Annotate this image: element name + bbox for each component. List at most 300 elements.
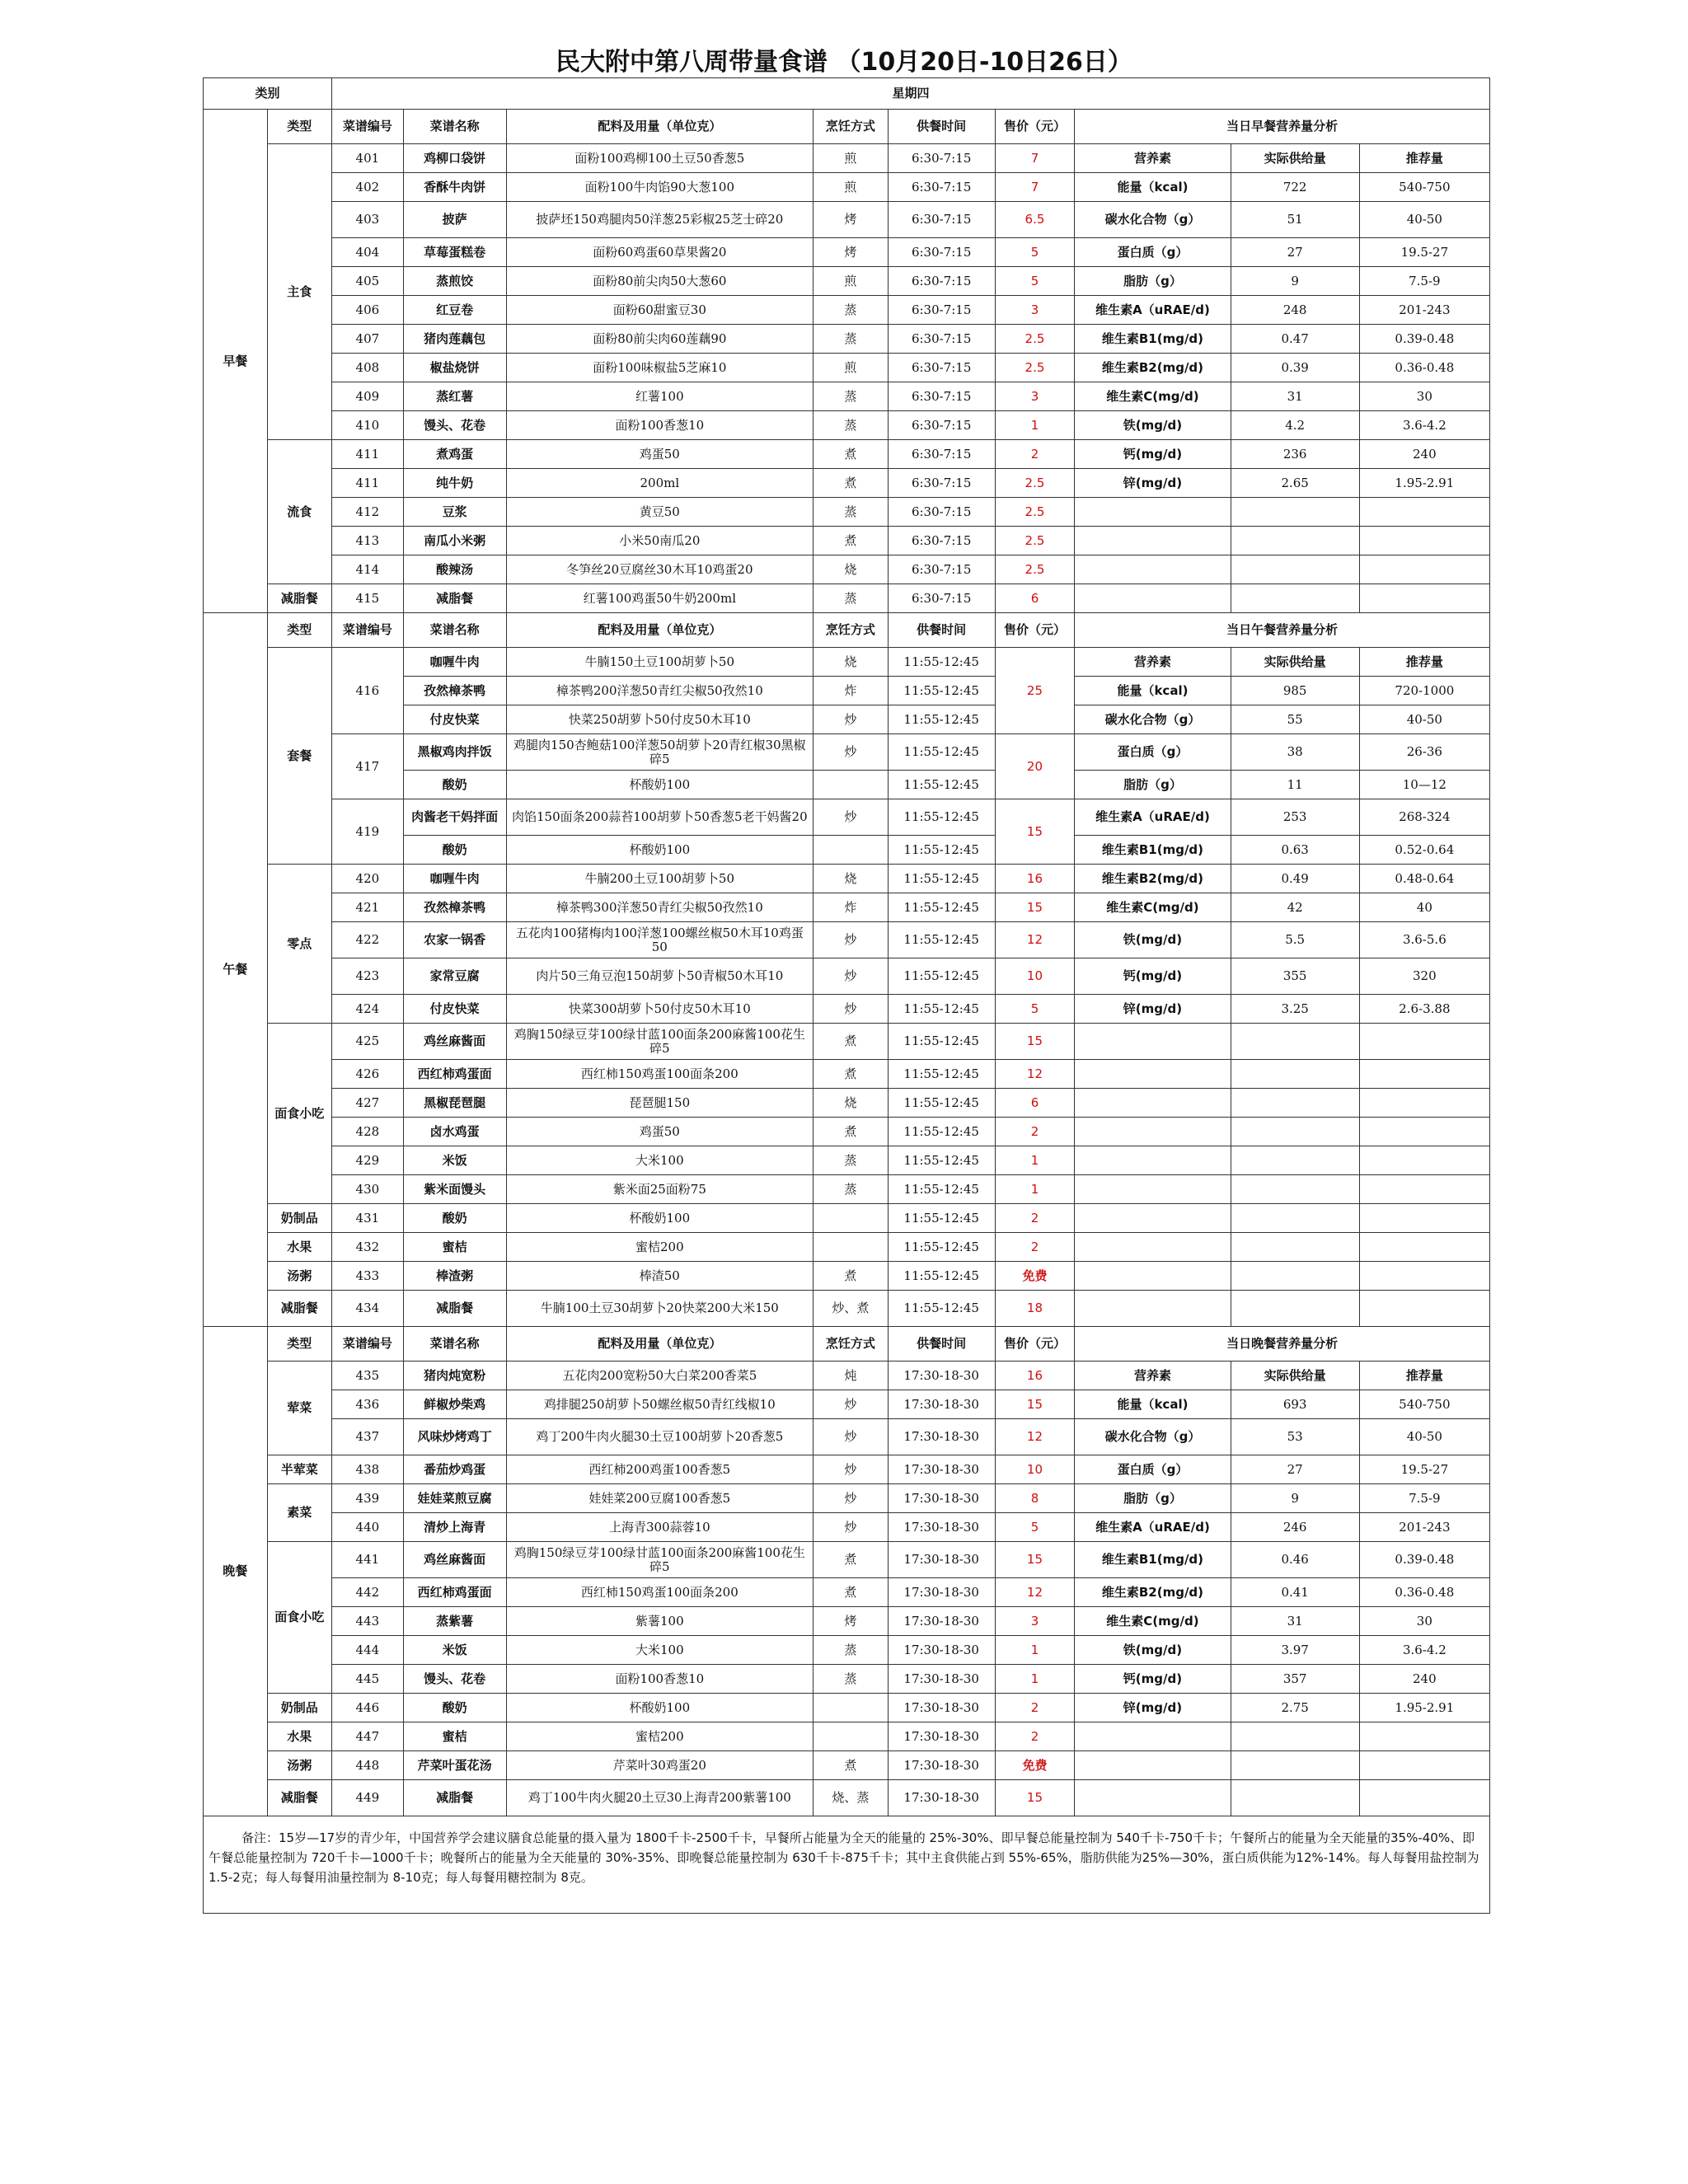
dish-row bbox=[204, 555, 1490, 584]
cooking-method: 炒 bbox=[814, 1390, 889, 1419]
nutrient-actual: 0.63 bbox=[1231, 836, 1359, 865]
dish-code: 407 bbox=[332, 325, 404, 354]
dish-ingredients: 大米100 bbox=[506, 1146, 814, 1175]
dish-name: 孜然樟茶鸭 bbox=[403, 677, 506, 705]
dish-name: 蒸红薯 bbox=[403, 382, 506, 411]
price: 2.5 bbox=[995, 354, 1075, 382]
cooking-method: 烧 bbox=[814, 648, 889, 677]
price: 免费 bbox=[995, 1751, 1075, 1780]
dish-name: 蜜桔 bbox=[403, 1722, 506, 1751]
dish-code: 410 bbox=[332, 411, 404, 440]
dish-code: 401 bbox=[332, 144, 404, 173]
price: 1 bbox=[995, 411, 1075, 440]
nutrient-actual: 985 bbox=[1231, 677, 1359, 705]
empty-cell bbox=[1231, 1175, 1359, 1204]
cooking-method: 炒 bbox=[814, 1513, 889, 1542]
price: 5 bbox=[995, 238, 1075, 267]
nutrient-actual: 51 bbox=[1231, 202, 1359, 238]
empty-cell bbox=[1231, 527, 1359, 555]
dish-row bbox=[204, 995, 1490, 1024]
dish-ingredients: 面粉60甜蜜豆30 bbox=[506, 296, 814, 325]
dish-row bbox=[204, 173, 1490, 202]
nutrient-actual: 722 bbox=[1231, 173, 1359, 202]
cooking-method: 炒 bbox=[814, 705, 889, 734]
dish-name: 酸奶 bbox=[403, 836, 506, 865]
dish-row bbox=[204, 1455, 1490, 1484]
nutrient-name: 蛋白质（g） bbox=[1075, 1455, 1231, 1484]
cooking-method: 炒 bbox=[814, 958, 889, 995]
dish-name: 娃娃菜煎豆腐 bbox=[403, 1484, 506, 1513]
serving-time: 6:30-7:15 bbox=[888, 173, 995, 202]
price: 6 bbox=[995, 584, 1075, 613]
dish-ingredients: 鸡胸150绿豆芽100绿甘蓝100面条200麻酱100花生碎5 bbox=[506, 1024, 814, 1060]
dish-name: 付皮快菜 bbox=[403, 705, 506, 734]
serving-time: 6:30-7:15 bbox=[888, 202, 995, 238]
dish-code: 436 bbox=[332, 1390, 404, 1419]
nutrient-name: 脂肪（g） bbox=[1075, 267, 1231, 296]
dish-name: 黑椒琵琶腿 bbox=[403, 1089, 506, 1118]
dish-code: 444 bbox=[332, 1636, 404, 1665]
dish-name: 煮鸡蛋 bbox=[403, 440, 506, 469]
serving-time: 11:55-12:45 bbox=[888, 893, 995, 922]
nutrient-actual: 53 bbox=[1231, 1419, 1359, 1455]
dish-name: 草莓蛋糕卷 bbox=[403, 238, 506, 267]
dish-name: 农家一锅香 bbox=[403, 922, 506, 958]
serving-time: 17:30-18-30 bbox=[888, 1636, 995, 1665]
serving-time: 11:55-12:45 bbox=[888, 1233, 995, 1262]
price: 15 bbox=[995, 1024, 1075, 1060]
nutrient-recommended: 1.95-2.91 bbox=[1359, 1694, 1489, 1722]
dish-ingredients: 黄豆50 bbox=[506, 498, 814, 527]
dish-code: 411 bbox=[332, 440, 404, 469]
dish-ingredients: 肉馅150面条200蒜苔100胡萝卜50香葱5老干妈酱20 bbox=[506, 799, 814, 836]
dish-name: 清炒上海青 bbox=[403, 1513, 506, 1542]
dish-code: 428 bbox=[332, 1118, 404, 1146]
serving-time: 17:30-18-30 bbox=[888, 1665, 995, 1694]
price: 5 bbox=[995, 267, 1075, 296]
nutrient-actual: 0.41 bbox=[1231, 1578, 1359, 1607]
actual-col-header: 实际供给量 bbox=[1231, 144, 1359, 173]
nutrient-actual: 55 bbox=[1231, 705, 1359, 734]
dish-name: 豆浆 bbox=[403, 498, 506, 527]
dish-code: 448 bbox=[332, 1751, 404, 1780]
dish-row bbox=[204, 144, 1490, 173]
empty-cell bbox=[1359, 1060, 1489, 1089]
price: 免费 bbox=[995, 1262, 1075, 1291]
serving-time: 11:55-12:45 bbox=[888, 677, 995, 705]
section-header-row bbox=[204, 110, 1490, 144]
dish-code: 445 bbox=[332, 1665, 404, 1694]
cooking-method: 炒 bbox=[814, 799, 889, 836]
group-type: 奶制品 bbox=[267, 1694, 332, 1722]
empty-cell bbox=[1075, 1291, 1231, 1327]
nutrient-recommended: 3.6-4.2 bbox=[1359, 1636, 1489, 1665]
cooking-method: 炒 bbox=[814, 922, 889, 958]
dish-row bbox=[204, 1089, 1490, 1118]
price: 2.5 bbox=[995, 469, 1075, 498]
dish-row bbox=[204, 354, 1490, 382]
empty-cell bbox=[1231, 498, 1359, 527]
dish-ingredients: 棒渣50 bbox=[506, 1262, 814, 1291]
dish-ingredients: 牛腩150土豆100胡萝卜50 bbox=[506, 648, 814, 677]
price: 2.5 bbox=[995, 325, 1075, 354]
nutrient-name: 维生素A（uRAE/d) bbox=[1075, 296, 1231, 325]
nutrient-recommended: 7.5-9 bbox=[1359, 267, 1489, 296]
nutrient-recommended: 268-324 bbox=[1359, 799, 1489, 836]
dish-name: 减脂餐 bbox=[403, 1780, 506, 1816]
dish-name: 西红柿鸡蛋面 bbox=[403, 1060, 506, 1089]
cooking-method: 烤 bbox=[814, 238, 889, 267]
cooking-method bbox=[814, 1722, 889, 1751]
dish-ingredients: 面粉60鸡蛋60草果酱20 bbox=[506, 238, 814, 267]
price: 15 bbox=[995, 1542, 1075, 1578]
empty-cell bbox=[1231, 1291, 1359, 1327]
dish-ingredients: 快菜250胡萝卜50付皮50木耳10 bbox=[506, 705, 814, 734]
price: 2.5 bbox=[995, 555, 1075, 584]
nutrient-name: 维生素C(mg/d) bbox=[1075, 1607, 1231, 1636]
dish-name: 鸡丝麻酱面 bbox=[403, 1024, 506, 1060]
serving-time: 11:55-12:45 bbox=[888, 958, 995, 995]
dish-row bbox=[204, 1419, 1490, 1455]
menu-table bbox=[203, 77, 1490, 1816]
dish-row bbox=[204, 1262, 1490, 1291]
nutrient-actual: 248 bbox=[1231, 296, 1359, 325]
cooking-method: 煮 bbox=[814, 1060, 889, 1089]
price: 5 bbox=[995, 1513, 1075, 1542]
serving-time: 6:30-7:15 bbox=[888, 498, 995, 527]
cooking-method: 烤 bbox=[814, 1607, 889, 1636]
dish-row bbox=[204, 527, 1490, 555]
empty-cell bbox=[1075, 1146, 1231, 1175]
dish-ingredients: 紫米面25面粉75 bbox=[506, 1175, 814, 1204]
cooking-method: 煎 bbox=[814, 173, 889, 202]
dish-row bbox=[204, 922, 1490, 958]
dish-ingredients: 牛腩200土豆100胡萝卜50 bbox=[506, 865, 814, 893]
cooking-method bbox=[814, 771, 889, 799]
serving-time: 11:55-12:45 bbox=[888, 734, 995, 771]
nutrient-recommended: 40-50 bbox=[1359, 705, 1489, 734]
empty-cell bbox=[1231, 1146, 1359, 1175]
serving-time: 11:55-12:45 bbox=[888, 771, 995, 799]
empty-cell bbox=[1359, 1204, 1489, 1233]
dish-name: 风味炒烤鸡丁 bbox=[403, 1419, 506, 1455]
dish-code: 420 bbox=[332, 865, 404, 893]
serving-time: 17:30-18-30 bbox=[888, 1419, 995, 1455]
nutrient-name: 维生素A（uRAE/d) bbox=[1075, 799, 1231, 836]
cooking-method bbox=[814, 1204, 889, 1233]
price: 3 bbox=[995, 1607, 1075, 1636]
empty-cell bbox=[1359, 1118, 1489, 1146]
group-type: 奶制品 bbox=[267, 1204, 332, 1233]
cooking-method: 蒸 bbox=[814, 382, 889, 411]
dish-row bbox=[204, 584, 1490, 613]
nutrient-recommended: 0.36-0.48 bbox=[1359, 354, 1489, 382]
dish-name: 蒸紫薯 bbox=[403, 1607, 506, 1636]
dish-row bbox=[204, 1751, 1490, 1780]
price: 2 bbox=[995, 440, 1075, 469]
nutrient-recommended: 40 bbox=[1359, 893, 1489, 922]
nutrient-recommended: 19.5-27 bbox=[1359, 1455, 1489, 1484]
nutrient-actual: 2.75 bbox=[1231, 1694, 1359, 1722]
empty-cell bbox=[1231, 584, 1359, 613]
price: 2 bbox=[995, 1233, 1075, 1262]
serving-time: 17:30-18-30 bbox=[888, 1607, 995, 1636]
dish-name: 家常豆腐 bbox=[403, 958, 506, 995]
group-type: 零点 bbox=[267, 865, 332, 1024]
serving-time: 11:55-12:45 bbox=[888, 865, 995, 893]
dish-ingredients: 五花肉200宽粉50大白菜200香菜5 bbox=[506, 1361, 814, 1390]
dish-code: 442 bbox=[332, 1578, 404, 1607]
cooking-method: 煮 bbox=[814, 1024, 889, 1060]
serving-time: 11:55-12:45 bbox=[888, 1024, 995, 1060]
dish-row bbox=[204, 1694, 1490, 1722]
dish-code: 408 bbox=[332, 354, 404, 382]
dish-name: 馒头、花卷 bbox=[403, 411, 506, 440]
dish-code: 431 bbox=[332, 1204, 404, 1233]
serving-time: 17:30-18-30 bbox=[888, 1513, 995, 1542]
cooking-method: 煮 bbox=[814, 1751, 889, 1780]
cooking-method: 炸 bbox=[814, 677, 889, 705]
price: 2 bbox=[995, 1204, 1075, 1233]
nutrient-recommended: 1.95-2.91 bbox=[1359, 469, 1489, 498]
nutrient-actual: 42 bbox=[1231, 893, 1359, 922]
price: 6 bbox=[995, 1089, 1075, 1118]
dish-code: 416 bbox=[332, 648, 404, 734]
group-type: 水果 bbox=[267, 1233, 332, 1262]
dish-code: 429 bbox=[332, 1146, 404, 1175]
cooking-method: 烧 bbox=[814, 555, 889, 584]
nutrient-actual: 31 bbox=[1231, 382, 1359, 411]
nutrient-actual: 0.47 bbox=[1231, 325, 1359, 354]
day-header: 星期四 bbox=[332, 78, 1490, 110]
empty-cell bbox=[1231, 1089, 1359, 1118]
cooking-method: 蒸 bbox=[814, 1636, 889, 1665]
dish-row bbox=[204, 1542, 1490, 1578]
price: 2 bbox=[995, 1722, 1075, 1751]
price: 3 bbox=[995, 296, 1075, 325]
cooking-method: 炒 bbox=[814, 734, 889, 771]
cooking-method: 蒸 bbox=[814, 1175, 889, 1204]
cooking-method: 炒 bbox=[814, 1484, 889, 1513]
price: 3 bbox=[995, 382, 1075, 411]
nutrient-actual: 5.5 bbox=[1231, 922, 1359, 958]
dish-ingredients: 肉片50三角豆泡150胡萝卜50青椒50木耳10 bbox=[506, 958, 814, 995]
col-header-type: 类型 bbox=[267, 1327, 332, 1361]
dish-ingredients: 五花肉100猪梅肉100洋葱100螺丝椒50木耳10鸡蛋50 bbox=[506, 922, 814, 958]
dish-code: 430 bbox=[332, 1175, 404, 1204]
dish-name: 酸奶 bbox=[403, 771, 506, 799]
dish-row bbox=[204, 325, 1490, 354]
cooking-method: 蒸 bbox=[814, 1665, 889, 1694]
serving-time: 17:30-18-30 bbox=[888, 1780, 995, 1816]
price: 2 bbox=[995, 1694, 1075, 1722]
nutrient-recommended: 30 bbox=[1359, 1607, 1489, 1636]
nutrient-actual: 2.65 bbox=[1231, 469, 1359, 498]
cooking-method: 蒸 bbox=[814, 498, 889, 527]
dish-ingredients: 大米100 bbox=[506, 1636, 814, 1665]
group-type: 汤粥 bbox=[267, 1751, 332, 1780]
nutrient-recommended: 0.48-0.64 bbox=[1359, 865, 1489, 893]
dish-ingredients: 紫薯100 bbox=[506, 1607, 814, 1636]
price: 18 bbox=[995, 1291, 1075, 1327]
dish-name: 酸奶 bbox=[403, 1204, 506, 1233]
serving-time: 11:55-12:45 bbox=[888, 922, 995, 958]
dish-code: 438 bbox=[332, 1455, 404, 1484]
empty-cell bbox=[1231, 1024, 1359, 1060]
col-header-method: 烹饪方式 bbox=[814, 613, 889, 648]
dish-name: 棒渣粥 bbox=[403, 1262, 506, 1291]
dish-row bbox=[204, 648, 1490, 677]
serving-time: 6:30-7:15 bbox=[888, 469, 995, 498]
dish-code: 404 bbox=[332, 238, 404, 267]
nutrient-name: 维生素B2(mg/d) bbox=[1075, 354, 1231, 382]
serving-time: 11:55-12:45 bbox=[888, 1118, 995, 1146]
cooking-method: 烤 bbox=[814, 202, 889, 238]
dish-ingredients: 樟茶鸭300洋葱50青红尖椒50孜然10 bbox=[506, 893, 814, 922]
empty-cell bbox=[1075, 1751, 1231, 1780]
nutrient-name: 维生素B2(mg/d) bbox=[1075, 865, 1231, 893]
col-header-time: 供餐时间 bbox=[888, 110, 995, 144]
dish-row bbox=[204, 1722, 1490, 1751]
group-type: 主食 bbox=[267, 144, 332, 440]
nutrient-actual: 11 bbox=[1231, 771, 1359, 799]
cooking-method: 炒、煮 bbox=[814, 1291, 889, 1327]
group-type: 减脂餐 bbox=[267, 1291, 332, 1327]
nutrient-recommended: 240 bbox=[1359, 1665, 1489, 1694]
empty-cell bbox=[1075, 498, 1231, 527]
col-header-name: 菜谱名称 bbox=[403, 613, 506, 648]
price: 12 bbox=[995, 1419, 1075, 1455]
empty-cell bbox=[1359, 1780, 1489, 1816]
dish-code: 415 bbox=[332, 584, 404, 613]
dish-name: 红豆卷 bbox=[403, 296, 506, 325]
serving-time: 17:30-18-30 bbox=[888, 1751, 995, 1780]
nutrient-actual: 246 bbox=[1231, 1513, 1359, 1542]
dish-row bbox=[204, 865, 1490, 893]
cooking-method: 煎 bbox=[814, 267, 889, 296]
dish-row bbox=[204, 1060, 1490, 1089]
serving-time: 6:30-7:15 bbox=[888, 144, 995, 173]
nutrient-name: 维生素B2(mg/d) bbox=[1075, 1578, 1231, 1607]
price: 6.5 bbox=[995, 202, 1075, 238]
dish-ingredients: 杯酸奶100 bbox=[506, 771, 814, 799]
group-type: 减脂餐 bbox=[267, 584, 332, 613]
dish-row bbox=[204, 1118, 1490, 1146]
dish-ingredients: 面粉100香葱10 bbox=[506, 1665, 814, 1694]
nutrient-name: 维生素C(mg/d) bbox=[1075, 382, 1231, 411]
dish-code: 403 bbox=[332, 202, 404, 238]
price: 2 bbox=[995, 1118, 1075, 1146]
cooking-method bbox=[814, 836, 889, 865]
empty-cell bbox=[1231, 1204, 1359, 1233]
empty-cell bbox=[1359, 555, 1489, 584]
dish-code: 439 bbox=[332, 1484, 404, 1513]
serving-time: 6:30-7:15 bbox=[888, 527, 995, 555]
empty-cell bbox=[1075, 1060, 1231, 1089]
empty-cell bbox=[1359, 1233, 1489, 1262]
dish-ingredients: 鸡蛋50 bbox=[506, 440, 814, 469]
dish-row bbox=[204, 382, 1490, 411]
dish-row bbox=[204, 1636, 1490, 1665]
price: 1 bbox=[995, 1175, 1075, 1204]
col-header-code: 菜谱编号 bbox=[332, 110, 404, 144]
group-type: 素菜 bbox=[267, 1484, 332, 1542]
group-type: 套餐 bbox=[267, 648, 332, 865]
dish-ingredients: 上海青300蒜蓉10 bbox=[506, 1513, 814, 1542]
meal-label: 晚餐 bbox=[204, 1327, 268, 1816]
dish-ingredients: 披萨坯150鸡腿肉50洋葱25彩椒25芝士碎20 bbox=[506, 202, 814, 238]
serving-time: 11:55-12:45 bbox=[888, 995, 995, 1024]
dish-name: 猪肉莲藕包 bbox=[403, 325, 506, 354]
dish-ingredients: 西红柿150鸡蛋100面条200 bbox=[506, 1060, 814, 1089]
dish-ingredients: 杯酸奶100 bbox=[506, 836, 814, 865]
nutrient-recommended: 0.39-0.48 bbox=[1359, 1542, 1489, 1578]
dish-row bbox=[204, 469, 1490, 498]
nutrient-name: 维生素B1(mg/d) bbox=[1075, 1542, 1231, 1578]
cooking-method: 烧 bbox=[814, 865, 889, 893]
nutrient-actual: 0.49 bbox=[1231, 865, 1359, 893]
empty-cell bbox=[1075, 555, 1231, 584]
nutrient-recommended: 3.6-4.2 bbox=[1359, 411, 1489, 440]
dish-ingredients: 小米50南瓜20 bbox=[506, 527, 814, 555]
serving-time: 11:55-12:45 bbox=[888, 1291, 995, 1327]
dish-name: 椒盐烧饼 bbox=[403, 354, 506, 382]
dish-name: 肉酱老干妈拌面 bbox=[403, 799, 506, 836]
nutrient-recommended: 540-750 bbox=[1359, 173, 1489, 202]
group-type: 半荤菜 bbox=[267, 1455, 332, 1484]
dish-ingredients: 鸡腿肉150杏鲍菇100洋葱50胡萝卜20青红椒30黑椒碎5 bbox=[506, 734, 814, 771]
empty-cell bbox=[1359, 527, 1489, 555]
nutrient-actual: 31 bbox=[1231, 1607, 1359, 1636]
dish-ingredients: 鸡丁200牛肉火腿30土豆100胡萝卜20香葱5 bbox=[506, 1419, 814, 1455]
price: 15 bbox=[995, 1390, 1075, 1419]
dish-ingredients: 蜜桔200 bbox=[506, 1722, 814, 1751]
cooking-method: 煮 bbox=[814, 1578, 889, 1607]
serving-time: 11:55-12:45 bbox=[888, 1146, 995, 1175]
price: 8 bbox=[995, 1484, 1075, 1513]
nutrient-recommended: 2.6-3.88 bbox=[1359, 995, 1489, 1024]
dish-code: 433 bbox=[332, 1262, 404, 1291]
dish-ingredients: 西红柿150鸡蛋100面条200 bbox=[506, 1578, 814, 1607]
dish-name: 减脂餐 bbox=[403, 1291, 506, 1327]
serving-time: 6:30-7:15 bbox=[888, 267, 995, 296]
analysis-title: 当日晚餐营养量分析 bbox=[1075, 1327, 1490, 1361]
price: 12 bbox=[995, 1060, 1075, 1089]
nutrient-recommended: 19.5-27 bbox=[1359, 238, 1489, 267]
serving-time: 11:55-12:45 bbox=[888, 648, 995, 677]
serving-time: 6:30-7:15 bbox=[888, 555, 995, 584]
dish-row bbox=[204, 238, 1490, 267]
serving-time: 17:30-18-30 bbox=[888, 1390, 995, 1419]
dish-code: 427 bbox=[332, 1089, 404, 1118]
price: 12 bbox=[995, 922, 1075, 958]
price: 2.5 bbox=[995, 527, 1075, 555]
dish-ingredients: 牛腩100土豆30胡萝卜20快菜200大米150 bbox=[506, 1291, 814, 1327]
nutrient-recommended: 0.52-0.64 bbox=[1359, 836, 1489, 865]
dish-name: 南瓜小米粥 bbox=[403, 527, 506, 555]
dish-code: 449 bbox=[332, 1780, 404, 1816]
group-type: 水果 bbox=[267, 1722, 332, 1751]
group-type: 面食小吃 bbox=[267, 1024, 332, 1204]
nutrient-name: 脂肪（g） bbox=[1075, 1484, 1231, 1513]
dish-code: 446 bbox=[332, 1694, 404, 1722]
nutrient-actual: 236 bbox=[1231, 440, 1359, 469]
dish-row bbox=[204, 440, 1490, 469]
nutrient-name: 锌(mg/d) bbox=[1075, 995, 1231, 1024]
dish-ingredients: 杯酸奶100 bbox=[506, 1204, 814, 1233]
cooking-method: 蒸 bbox=[814, 325, 889, 354]
nutrient-recommended: 0.39-0.48 bbox=[1359, 325, 1489, 354]
